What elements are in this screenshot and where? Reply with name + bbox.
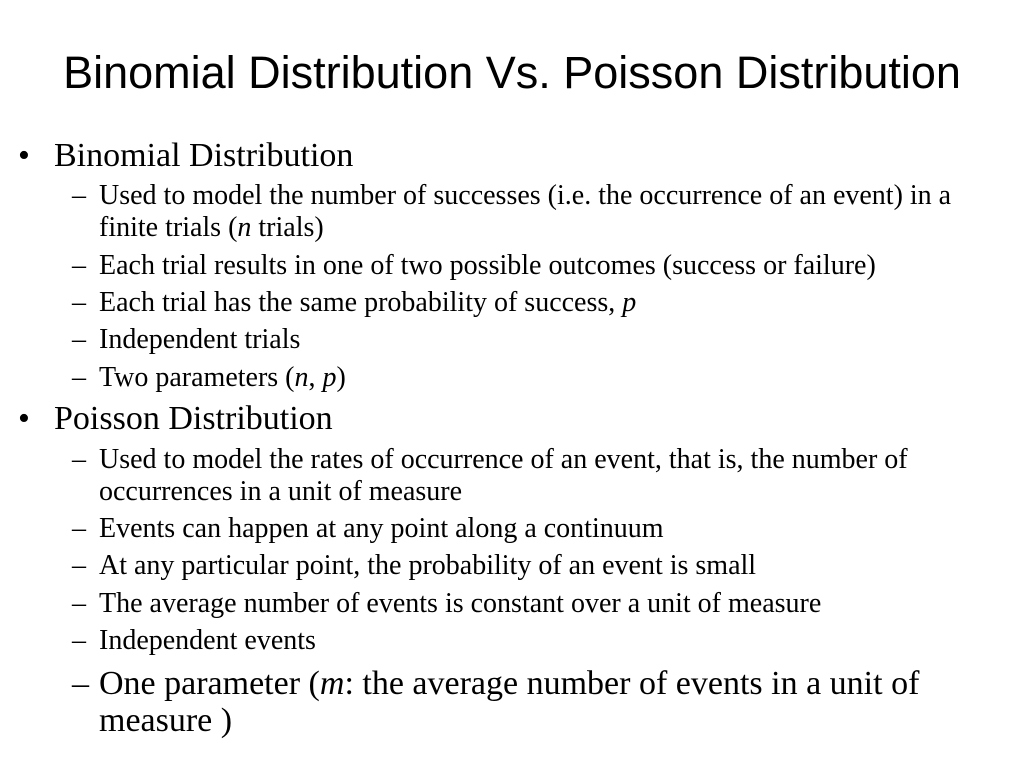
list-item-text bbox=[99, 324, 979, 356]
text-segment: The average number of events is constant over a unit of measure bbox=[99, 588, 822, 619]
variable-p: p bbox=[622, 287, 637, 318]
list-item-text bbox=[99, 444, 979, 508]
dash-marker: – bbox=[72, 625, 86, 656]
text-segment: Each trial has the same probability of success, bbox=[99, 287, 623, 318]
variable-m: m bbox=[319, 665, 345, 702]
bullet-marker: • bbox=[18, 137, 30, 174]
list-item-text bbox=[99, 625, 979, 657]
text-segment: One parameter ( bbox=[99, 665, 320, 702]
text-segment: Independent trials bbox=[99, 324, 301, 355]
text-segment: Used to model the rates of occurrence of an event, that is, the number of occurrences in a unit of measure bbox=[99, 444, 908, 507]
dash-marker: – bbox=[72, 513, 86, 544]
section-heading-binomial bbox=[18, 137, 954, 175]
dash-marker: – bbox=[72, 588, 86, 619]
list-item bbox=[72, 513, 979, 545]
list-item-text bbox=[99, 513, 979, 545]
dash-marker: – bbox=[72, 287, 86, 318]
list-item-text bbox=[99, 287, 979, 319]
dash-marker: – bbox=[72, 362, 86, 393]
variable-n: n bbox=[294, 362, 309, 393]
section-heading-text: Poisson Distribution bbox=[54, 400, 333, 437]
dash-marker: – bbox=[72, 324, 86, 355]
variable-n: n bbox=[237, 212, 252, 243]
list-item bbox=[72, 180, 979, 244]
list-item-text bbox=[99, 665, 979, 739]
variable-p: p bbox=[322, 362, 337, 393]
text-segment: Two parameters ( bbox=[99, 362, 295, 393]
list-item bbox=[72, 362, 979, 394]
list-item-text bbox=[99, 588, 979, 620]
text-segment: , bbox=[308, 362, 323, 393]
text-segment: Each trial results in one of two possible outcomes (success or failure) bbox=[99, 250, 876, 281]
section-heading-poisson bbox=[18, 400, 954, 438]
list-item bbox=[72, 625, 979, 657]
slide-title: Binomial Distribution Vs. Poisson Distribution bbox=[63, 47, 961, 98]
list-item bbox=[72, 665, 979, 739]
text-segment: : the average number of events in a unit of measure ) bbox=[99, 665, 920, 739]
dash-marker: – bbox=[72, 250, 86, 281]
text-segment: At any particular point, the probability of an event is small bbox=[99, 550, 757, 581]
dash-marker: – bbox=[72, 665, 89, 702]
list-item bbox=[72, 324, 979, 356]
text-segment: Used to model the number of successes (i.e. the occurrence of an event) in a finite trials ( bbox=[99, 180, 952, 243]
list-item-text bbox=[99, 550, 979, 582]
list-item-text bbox=[99, 362, 979, 394]
bullet-marker: • bbox=[18, 400, 30, 437]
list-item-text bbox=[99, 180, 979, 244]
text-segment: Independent events bbox=[99, 625, 316, 656]
section-heading-text: Binomial Distribution bbox=[54, 137, 354, 174]
list-item bbox=[72, 250, 979, 282]
list-item bbox=[72, 550, 979, 582]
list-item bbox=[72, 444, 979, 508]
list-item bbox=[72, 588, 979, 620]
list-item-text bbox=[99, 250, 979, 282]
dash-marker: – bbox=[72, 550, 86, 581]
list-item bbox=[72, 287, 979, 319]
text-segment: trials) bbox=[251, 212, 324, 243]
dash-marker: – bbox=[72, 180, 86, 211]
text-segment: Events can happen at any point along a continuum bbox=[99, 513, 664, 544]
text-segment: ) bbox=[336, 362, 346, 393]
dash-marker: – bbox=[72, 444, 86, 475]
